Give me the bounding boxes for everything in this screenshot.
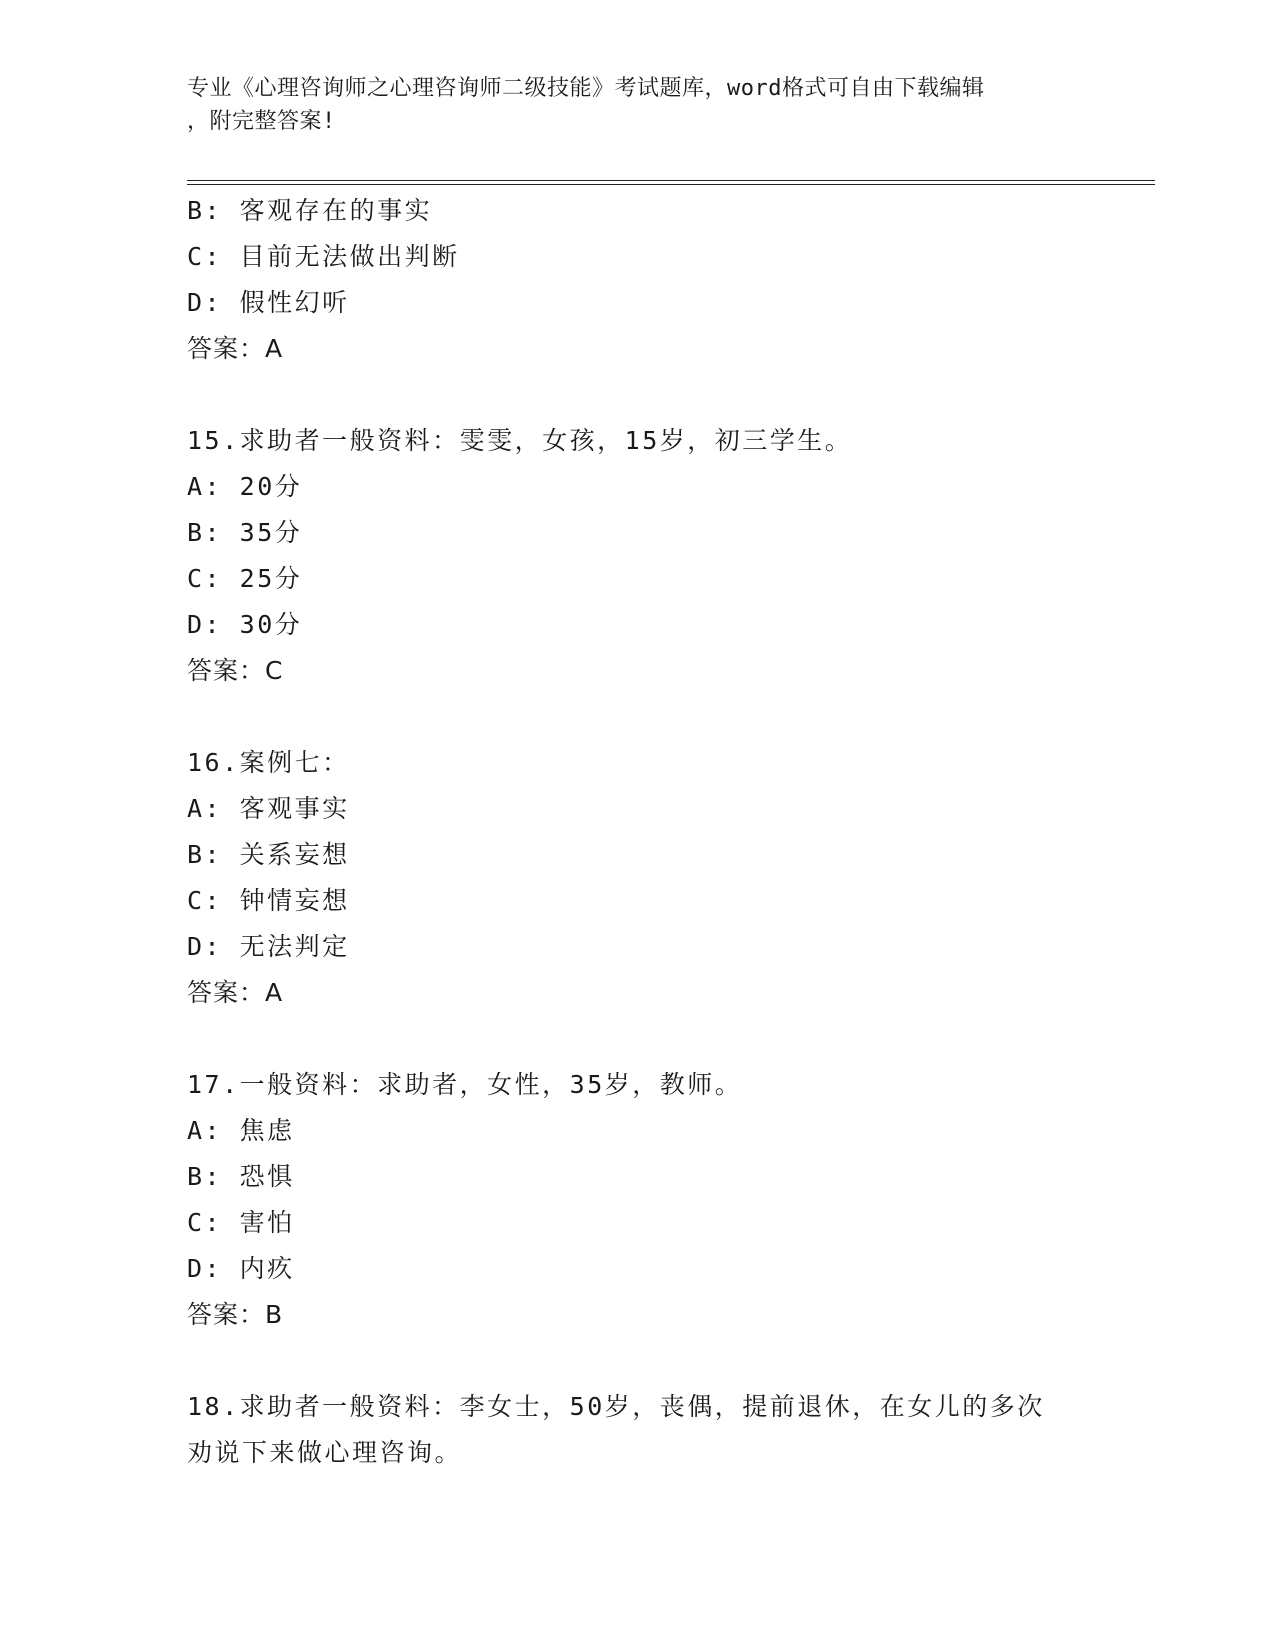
question-stem-line-2: 劝说下来做心理咨询。 bbox=[187, 1438, 463, 1467]
question-list bbox=[187, 188, 1127, 1476]
header-title-line-2: ，附完整答案! bbox=[187, 109, 336, 134]
answer-label: 答案：C bbox=[187, 656, 284, 685]
header-divider-bottom bbox=[187, 184, 1155, 185]
option-c: C: 25分 bbox=[187, 564, 303, 593]
option-d: D: 无法判定 bbox=[187, 932, 350, 961]
spacer bbox=[187, 1338, 1127, 1384]
question-block-prev bbox=[187, 188, 1127, 372]
question-stem-line-1: 18.求助者一般资料：李女士，50岁，丧偶，提前退休，在女儿的多次 bbox=[187, 1392, 1045, 1421]
option-d: D: 内疚 bbox=[187, 1254, 295, 1283]
option-a: A: 20分 bbox=[187, 472, 303, 501]
question-stem: 16.案例七： bbox=[187, 748, 350, 777]
option-b: B: 恐惧 bbox=[187, 1162, 295, 1191]
option-d: D: 30分 bbox=[187, 610, 303, 639]
answer-label: 答案：B bbox=[187, 1300, 284, 1329]
option-b: B: 关系妄想 bbox=[187, 840, 350, 869]
option-b: B: 客观存在的事实 bbox=[187, 196, 433, 225]
option-c: C: 害怕 bbox=[187, 1208, 295, 1237]
option-a: A: 客观事实 bbox=[187, 794, 350, 823]
question-block-18 bbox=[187, 1384, 1127, 1476]
question-stem: 15.求助者一般资料：雯雯，女孩，15岁，初三学生。 bbox=[187, 426, 853, 455]
question-stem: 17.一般资料：求助者，女性，35岁，教师。 bbox=[187, 1070, 743, 1099]
option-d: D: 假性幻听 bbox=[187, 288, 350, 317]
option-c: C: 钟情妄想 bbox=[187, 886, 350, 915]
option-b: B: 35分 bbox=[187, 518, 303, 547]
option-a: A: 焦虑 bbox=[187, 1116, 295, 1145]
question-block-17 bbox=[187, 1062, 1127, 1338]
spacer bbox=[187, 372, 1127, 418]
question-block-16 bbox=[187, 740, 1127, 1016]
question-block-15 bbox=[187, 418, 1127, 694]
spacer bbox=[187, 1016, 1127, 1062]
header-title-line-1: 专业《心理咨询师之心理咨询师二级技能》考试题库，word格式可自由下载编辑 bbox=[187, 76, 985, 101]
header-divider-top bbox=[187, 180, 1155, 181]
spacer bbox=[187, 694, 1127, 740]
document-header bbox=[187, 72, 1087, 138]
option-c: C: 目前无法做出判断 bbox=[187, 242, 460, 271]
answer-label: 答案：A bbox=[187, 978, 284, 1007]
answer-label: 答案：A bbox=[187, 334, 284, 363]
